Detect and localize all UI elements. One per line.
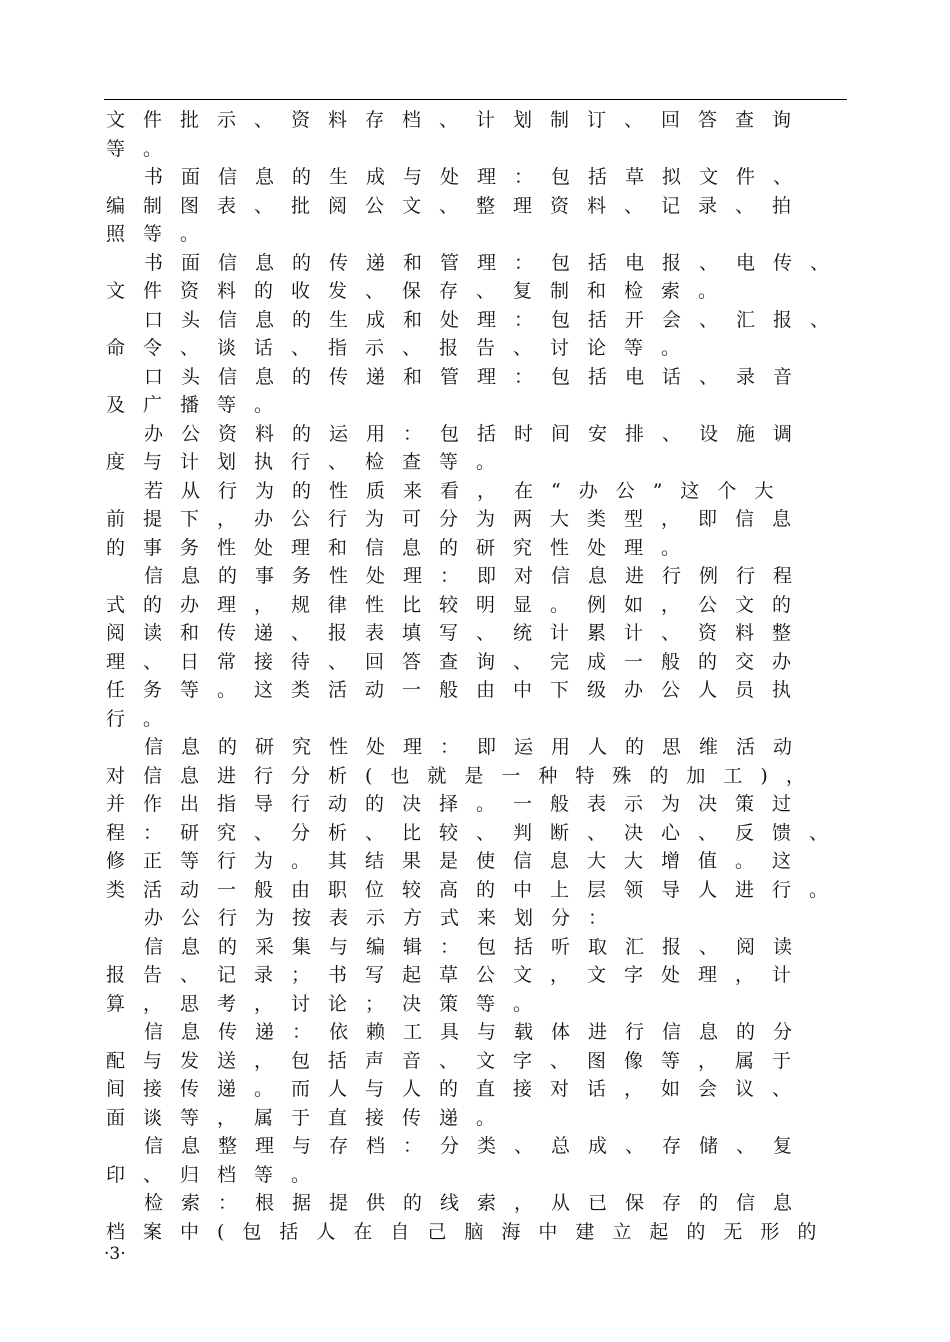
text-line: 配与发送，包括声音、文字、图像等，属于 xyxy=(106,1049,810,1072)
text-line: 信息整理与存档：分类、总成、存储、复 xyxy=(144,1135,811,1157)
text-line: 口头信息的生成和处理：包括开会、汇报、 xyxy=(144,308,848,331)
text-line: 类活动一般由职位较高的中上层领导人进行。 xyxy=(106,878,847,901)
text-line: 并作出指导行动的决择。一般表示为决策过 xyxy=(106,793,810,815)
text-line: 修正等行为。其结果是使信息大大增值。这 xyxy=(106,850,810,872)
text-line: 及广播等。 xyxy=(106,394,292,416)
text-line: 任务等。这类活动一般由中下级办公人员执 xyxy=(106,679,810,701)
text-line: 信息传递：依赖工具与载体进行信息的分 xyxy=(144,1021,811,1043)
text-line: 阅读和传递、报表填写、统计累计、资料整 xyxy=(106,622,810,644)
text-line: 档案中(包括人在自己脑海中建立起的无形的 xyxy=(106,1220,835,1243)
text-line: 面谈等，属于直接传递。 xyxy=(106,1106,514,1129)
text-line: 前提下，办公行为可分为两大类型，即信息 xyxy=(106,508,810,530)
text-line: 办公行为按表示方式来划分： xyxy=(144,907,626,929)
text-line: 间接传递。而人与人的直接对话，如会议、 xyxy=(106,1078,810,1100)
text-line: 照等。 xyxy=(106,223,218,245)
text-line: 印、归档等。 xyxy=(106,1163,329,1186)
text-line: 等。 xyxy=(106,137,181,160)
text-line: 书面信息的传递和管理：包括电报、电传、 xyxy=(144,251,848,274)
header-rule xyxy=(104,99,847,100)
text-line: 的事务性处理和信息的研究性处理。 xyxy=(106,536,699,559)
text-line: 书面信息的生成与处理：包括草拟文件、 xyxy=(144,166,811,188)
text-line: 口头信息的传递和管理：包括电话、录音 xyxy=(144,365,811,388)
text-line: 编制图表、批阅公文、整理资料、记录、拍 xyxy=(106,194,810,217)
text-line: 对信息进行分析(也就是一种特殊的加工)， xyxy=(106,764,823,787)
text-line: 信息的采集与编辑：包括听取汇报、阅读 xyxy=(144,935,811,958)
text-line: 行。 xyxy=(106,707,181,730)
text-line: 命令、谈话、指示、报告、讨论等。 xyxy=(106,337,699,359)
text-line: 信息的研究性处理：即运用人的思维活动 xyxy=(144,736,811,758)
text-line: 报告、记录；书写起草公文，文字处理，计 xyxy=(106,964,810,986)
text-line: 程：研究、分析、比较、判断、决心、反馈、 xyxy=(106,821,847,844)
text-line: 算，思考，讨论；决策等。 xyxy=(106,992,551,1015)
text-line: 文件资料的收发、保存、复制和检索。 xyxy=(106,280,736,302)
text-line: 式的办理，规律性比较明显。例如，公文的 xyxy=(106,593,810,616)
text-line: 办公资料的运用：包括时间安排、设施调 xyxy=(144,422,811,445)
text-line: 若从行为的性质来看，在“办公”这个大 xyxy=(144,479,792,502)
text-line: 检索：根据提供的线索，从已保存的信息 xyxy=(144,1192,811,1214)
text-line: 度与计划执行、检查等。 xyxy=(106,451,514,473)
body-text xyxy=(106,106,851,1246)
text-line: 理、日常接待、回答查询、完成一般的交办 xyxy=(106,650,810,673)
text-line: 信息的事务性处理：即对信息进行例行程 xyxy=(144,565,811,587)
page-number: ·3· xyxy=(104,1244,126,1264)
text-line: 文件批示、资料存档、计划制订、回答查询 xyxy=(106,109,810,131)
